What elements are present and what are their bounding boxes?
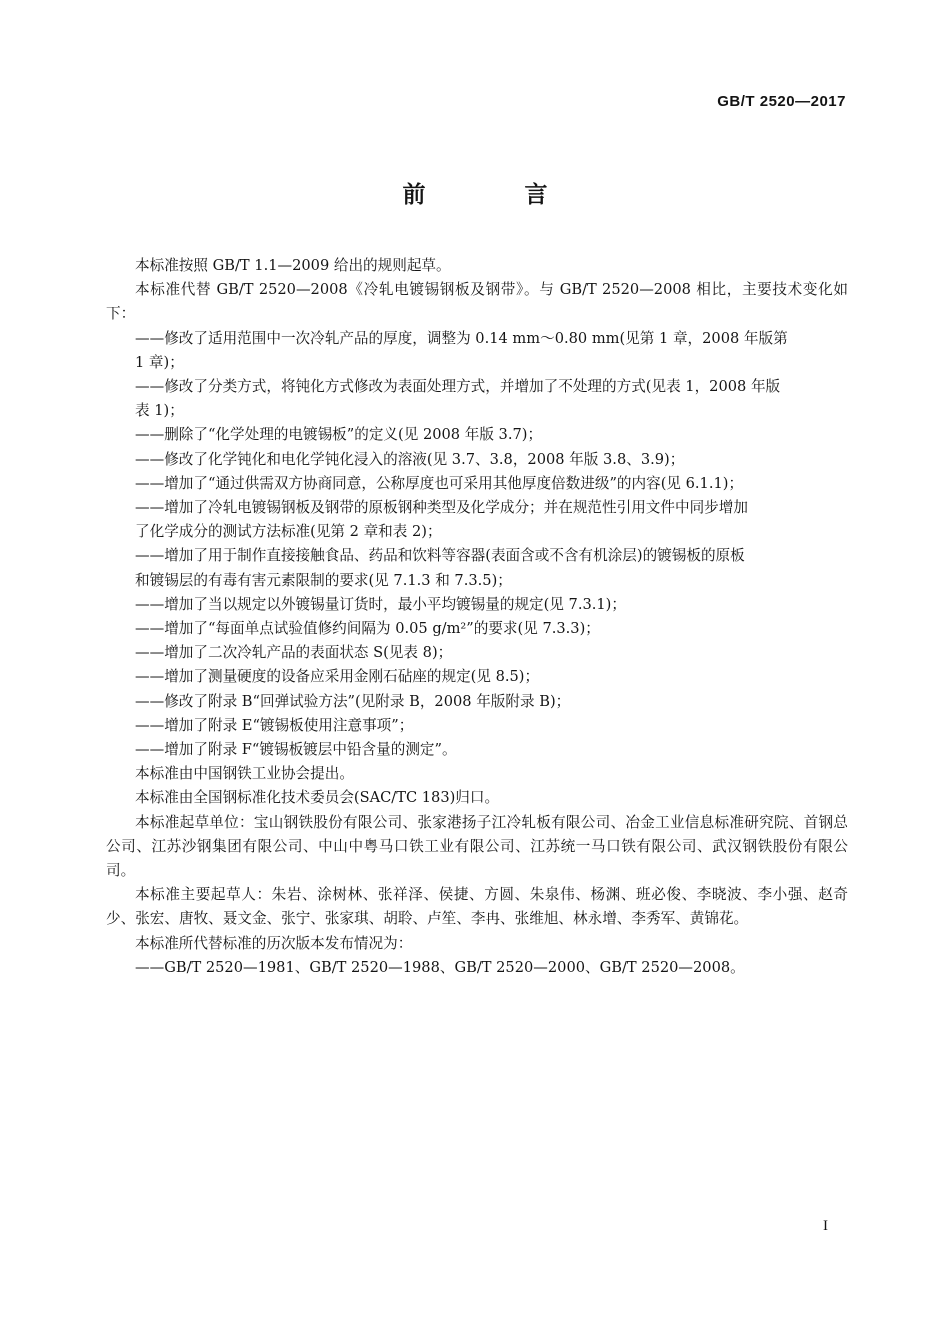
list-item-cont: 和镀锡层的有毒有害元素限制的要求(见 7.1.3 和 7.3.5)；: [135, 571, 512, 589]
list-item-text: ——增加了“通过供需双方协商同意，公称厚度也可采用其他厚度倍数进级”的内容(见 6.1.1)；: [135, 474, 744, 492]
list-item: [106, 690, 848, 714]
list-item-text: ——增加了二次冷轧产品的表面状态 S(见表 8)；: [135, 644, 453, 662]
list-item-text: ——删除了“化学处理的电镀锡板”的定义(见 2008 年版 3.7)；: [135, 426, 543, 444]
list-item: [106, 327, 848, 375]
paragraph: 本标准起草单位：宝山钢铁股份有限公司、张家港扬子江冷轧板有限公司、冶金工业信息标准研究院、首钢总公司、江苏沙钢集团有限公司、中山中粤马口铁工业有限公司、江苏统一马口铁有限公司、武汉钢铁股份有限公司。: [106, 813, 848, 880]
list-item: [106, 448, 848, 472]
list-item-text: ——修改了适用范围中一次冷轧产品的厚度，调整为 0.14 mm～0.80 mm(见第 1 章，2008 年版第: [135, 329, 788, 347]
change-list: [106, 327, 848, 763]
list-item-text: ——增加了用于制作直接接触食品、药品和饮料等容器(表面含或不含有机涂层)的镀锡板的原板: [135, 547, 745, 565]
list-item-text: ——增加了“每面单点试验值修约间隔为 0.05 g/m²”的要求(见 7.3.3)；: [135, 620, 600, 638]
page-title: 前 言: [402, 182, 586, 208]
list-item-cont: 了化学成分的测试方法标准(见第 2 章和表 2)；: [135, 523, 442, 541]
history-text: ——GB/T 2520—1981、GB/T 2520—1988、GB/T 2520—2000、GB/T 2520—2008。: [135, 958, 745, 976]
list-item: [106, 593, 848, 617]
list-item-cont: 表 1)；: [135, 402, 184, 420]
paragraph: 本标准由全国钢标准化技术委员会(SAC/TC 183)归口。: [135, 789, 500, 807]
paragraph: 本标准代替 GB/T 2520—2008《冷轧电镀锡钢板及钢带》。与 GB/T 2520—2008 相比，主要技术变化如下：: [106, 281, 848, 323]
document-body: [106, 254, 848, 980]
list-item: [106, 738, 848, 762]
list-item-text: ——增加了当以规定以外镀锡量订货时，最小平均镀锡量的规定(见 7.3.1)；: [135, 595, 626, 613]
list-item: [106, 544, 848, 592]
list-item: [106, 496, 848, 544]
list-item: [106, 472, 848, 496]
list-item-text: ——增加了冷轧电镀锡钢板及钢带的原板钢种类型及化学成分；并在规范性引用文件中同步增加: [135, 499, 748, 517]
list-item: [106, 714, 848, 738]
list-item-cont: 1 章)；: [135, 353, 184, 371]
paragraph: 本标准主要起草人：朱岩、涂树林、张祥泽、侯捷、方圆、朱泉伟、杨渊、班必俊、李晓波、李小强、赵奇少、张宏、唐牧、聂文金、张宁、张家琪、胡聆、卢笙、李冉、张维旭、林永增、李秀军、黄锦花。: [106, 886, 848, 928]
list-item: [106, 641, 848, 665]
list-item-text: ——修改了化学钝化和电化学钝化浸入的溶液(见 3.7、3.8，2008 年版 3.8、3.9)；: [135, 450, 685, 468]
list-item-text: ——修改了分类方式，将钝化方式修改为表面处理方式，并增加了不处理的方式(见表 1，2008 年版: [135, 378, 781, 396]
list-item: [106, 375, 848, 423]
list-item-text: ——增加了附录 E“镀锡板使用注意事项”；: [135, 716, 414, 734]
list-item: [106, 423, 848, 447]
list-item-text: ——增加了附录 F“镀锡板镀层中铅含量的测定”。: [135, 741, 457, 759]
standard-code: GB/T 2520—2017: [717, 93, 846, 110]
list-item-text: ——修改了附录 B“回弹试验方法”(见附录 B，2008 年版附录 B)；: [135, 692, 571, 710]
history-item: [106, 956, 848, 980]
list-item: [106, 665, 848, 689]
paragraph: 本标准按照 GB/T 1.1—2009 给出的规则起草。: [135, 257, 451, 274]
list-item-text: ——增加了测量硬度的设备应采用金刚石砧座的规定(见 8.5)；: [135, 668, 540, 686]
page-number: I: [823, 1218, 828, 1234]
paragraph: 本标准由中国钢铁工业协会提出。: [135, 765, 354, 783]
list-item: [106, 617, 848, 641]
paragraph: 本标准所代替标准的历次版本发布情况为：: [135, 934, 413, 952]
